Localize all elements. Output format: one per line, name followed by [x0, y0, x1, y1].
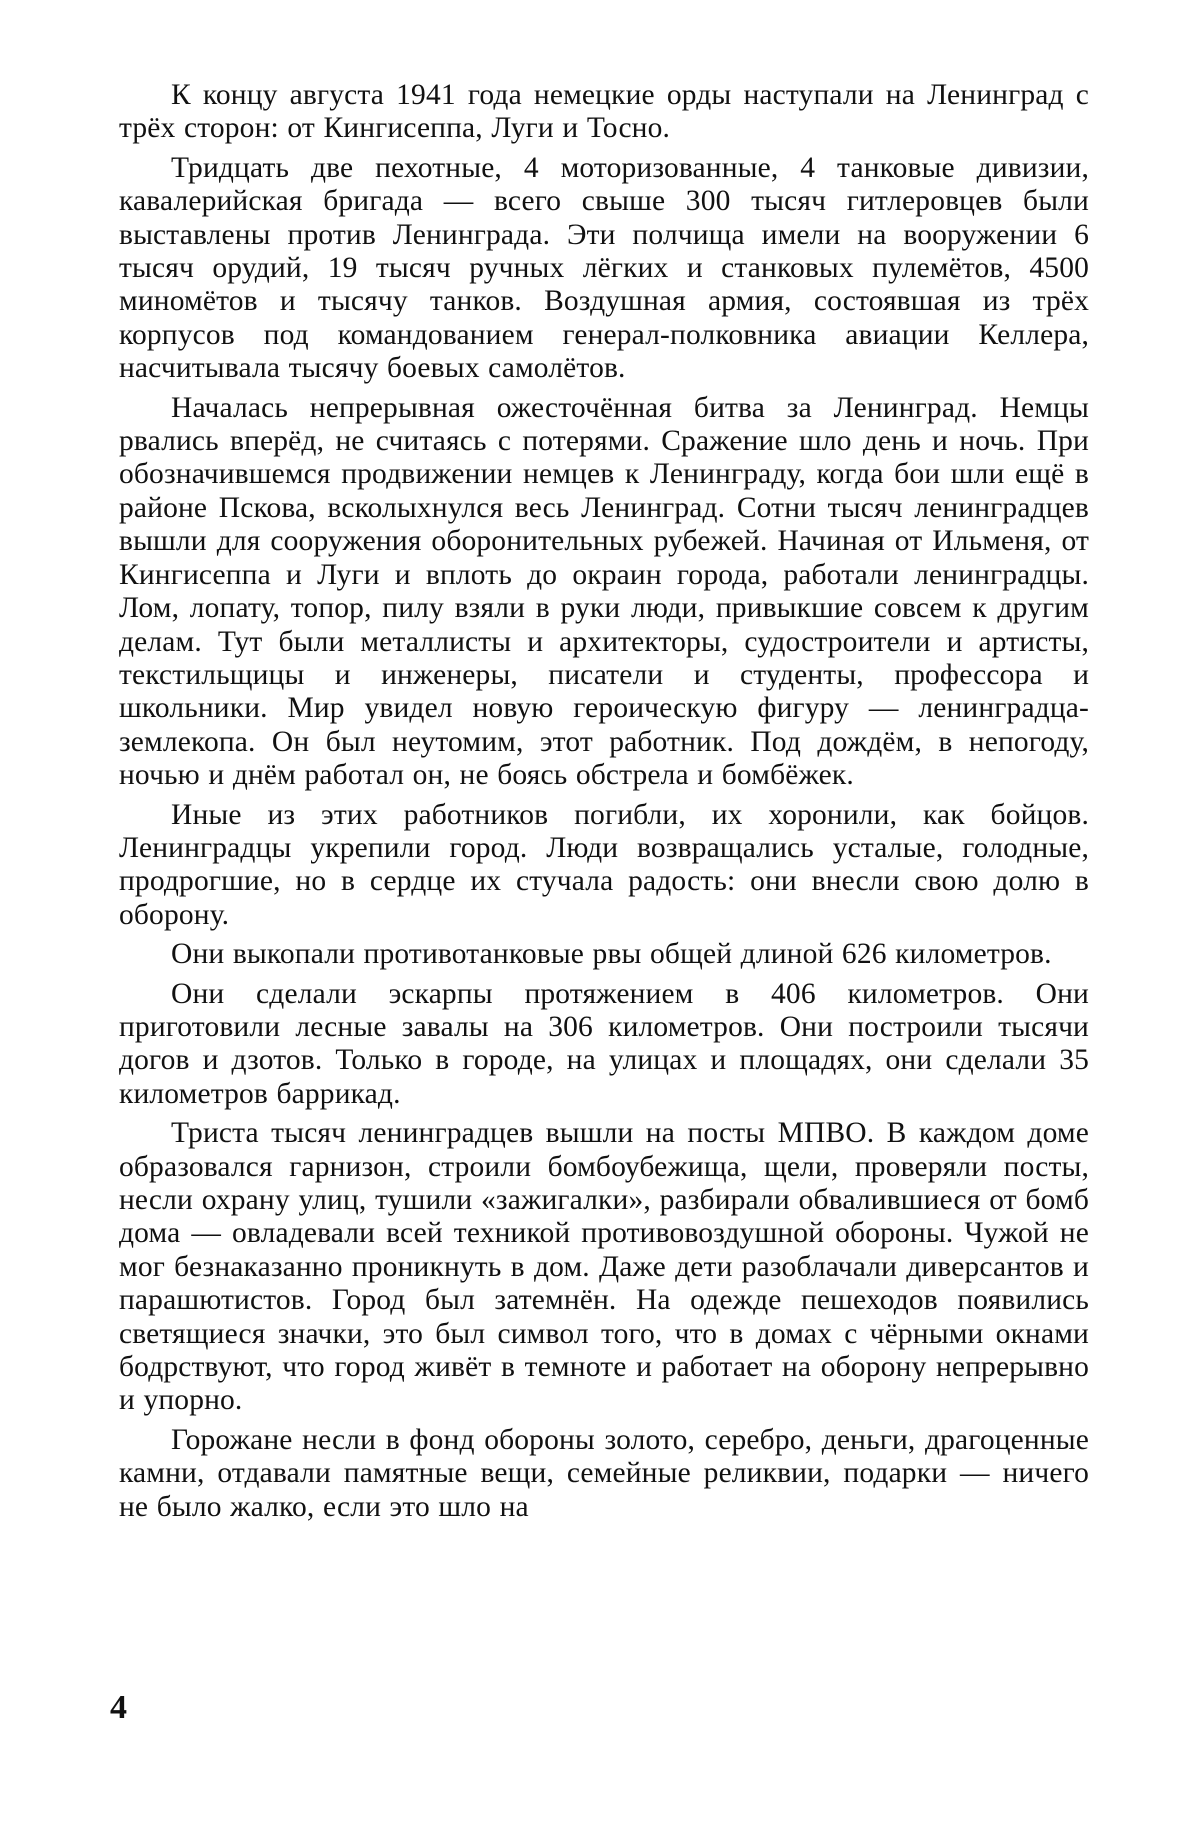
paragraph-6: Они сделали эскарпы протяжением в 406 километров. Они приготовили лесные завалы на 306 километров. Они построили тысячи догов и дзотов. Только в городе, на улицах и площадях, они сделали 35 километров баррикад. [119, 978, 1089, 1112]
paragraph-8: Горожане несли в фонд обороны золото, серебро, деньги, драгоценные камни, отдавали памятные вещи, семейные реликвии, подарки — ничего не было жалко, если это шло на [119, 1424, 1089, 1524]
paragraph-1: К концу августа 1941 года немецкие орды наступали на Ленинград с трёх сторон: от Кингисеппа, Луги и Тосно. [119, 79, 1089, 146]
book-page [0, 0, 1200, 1838]
paragraph-3: Началась непрерывная ожесточённая битва за Ленинград. Немцы рвались вперёд, не считаясь с потерями. Сражение шло день и ночь. При обозначившемся продвижении немцев к Ленинграду, когда бои шли ещё в районе Пскова, всколыхнулся весь Ленинград. Сотни тысяч ленинградцев вышли для сооружения оборонительных рубежей. Начиная от Ильменя, от Кингисеппа и Луги и вплоть до окраин города, работали ленинградцы. Лом, лопату, топор, пилу взяли в руки люди, привыкшие совсем к другим делам. Тут были металлисты и архитекторы, судостроители и артисты, текстильщицы и инженеры, писатели и студенты, профессора и школьники. Мир увидел новую героическую фигуру — ленинградца-землекопа. Он был неутомим, этот работник. Под дождём, в непогоду, ночью и днём работал он, не боясь обстрела и бомбёжек. [119, 392, 1089, 793]
paragraph-2: Тридцать две пехотные, 4 моторизованные, 4 танковые дивизии, кавалерийская бригада — всего свыше 300 тысяч гитлеровцев были выставлены против Ленинграда. Эти полчища имели на вооружении 6 тысяч орудий, 19 тысяч ручных лёгких и станковых пулемётов, 4500 миномётов и тысячу танков. Воздушная армия, состоявшая из трёх корпусов под командованием генерал-полковника авиации Келлера, насчитывала тысячу боевых самолётов. [119, 152, 1089, 386]
paragraph-5: Они выкопали противотанковые рвы общей длиной 626 километров. [119, 938, 1089, 971]
paragraph-4: Иные из этих работников погибли, их хоронили, как бойцов. Ленинградцы укрепили город. Люди возвращались усталые, голодные, продрогшие, но в сердце их стучала радость: они внесли свою долю в оборону. [119, 799, 1089, 933]
page-body-text [119, 79, 1089, 1530]
paragraph-7: Триста тысяч ленинградцев вышли на посты МПВО. В каждом доме образовался гарнизон, строили бомбоубежища, щели, проверяли посты, несли охрану улиц, тушили «зажигалки», разбирали обвалившиеся от бомб дома — овладевали всей техникой противовоздушной обороны. Чужой не мог безнаказанно проникнуть в дом. Даже дети разоблачали диверсантов и парашютистов. Город был затемнён. На одежде пешеходов появились светящиеся значки, это был символ того, что в домах с чёрными окнами бодрствуют, что город живёт в темноте и работает на оборону непрерывно и упорно. [119, 1117, 1089, 1418]
page-number: 4 [110, 1688, 127, 1728]
